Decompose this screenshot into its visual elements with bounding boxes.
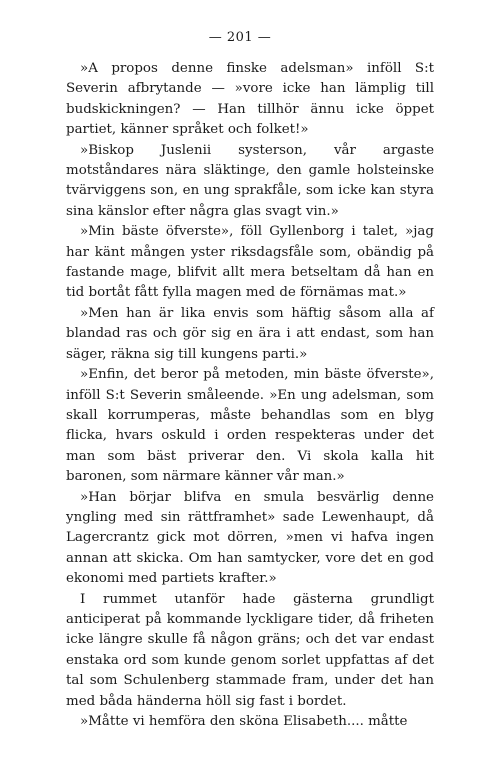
text-body xyxy=(66,59,434,732)
paragraph: »Men han är lika envis som häftig såsom alla af blandad ras och gör sig en ära i att endast, som han säger, räkna sig till kungens parti.» xyxy=(66,305,434,362)
paragraph: »Biskop Juslenii systerson, vår argaste motståndares nära släktinge, den gamle holsteinske tvärviggens son, en ung sprakfåle, som icke kan styra sina känslor efter några glas svagt vin.» xyxy=(66,142,434,219)
paragraph: »A propos denne finske adelsman» inföll S:t Severin afbrytande — »vore icke han lämplig till budskickningen? — Han tillhör ännu icke öppet partiet, känner språket och folket!» xyxy=(66,61,434,138)
paragraph: »Enfin, det beror på metoden, min bäste öfverste», inföll S:t Severin småleende. »En ung adelsman, som skall korrumperas, måste behandlas som en blyg flicka, hvars oskuld i orden respekteras under det man som bäst priverar den. Vi skola kalla hit baronen, som närmare känner vår man.» xyxy=(66,367,434,485)
paragraph: I rummet utanför hade gästerna grundligt anticiperat på kommande lyckligare tider, då friheten icke längre skulle få någon gräns; och det var endast enstaka ord som kunde genom sorlet uppfattas af det tal som Schulenberg stammade fram, under det han med båda händerna höll sig fast i bordet. xyxy=(66,591,434,709)
paragraph: »Han börjar blifva en smula besvärlig denne yngling med sin rättframhet» sade Lewenhaupt, då Lagercrantz gick mot dörren, »men vi hafva ingen annan att skicka. Om han samtycker, vore det en god ekonomi med partiets krafter.» xyxy=(66,489,434,587)
page-number: — 201 — xyxy=(208,30,272,45)
paragraph: »Måtte vi hemföra den sköna Elisabeth.... måtte xyxy=(80,714,408,729)
paragraph: »Min bäste öfverste», föll Gyllenborg i talet, »jag har känt mången yster riksdagsfåle som, obändig på fastande mage, blifvit allt mera betseltam då han en tid bortåt fått fylla magen med de förnämas mat.» xyxy=(66,224,434,301)
